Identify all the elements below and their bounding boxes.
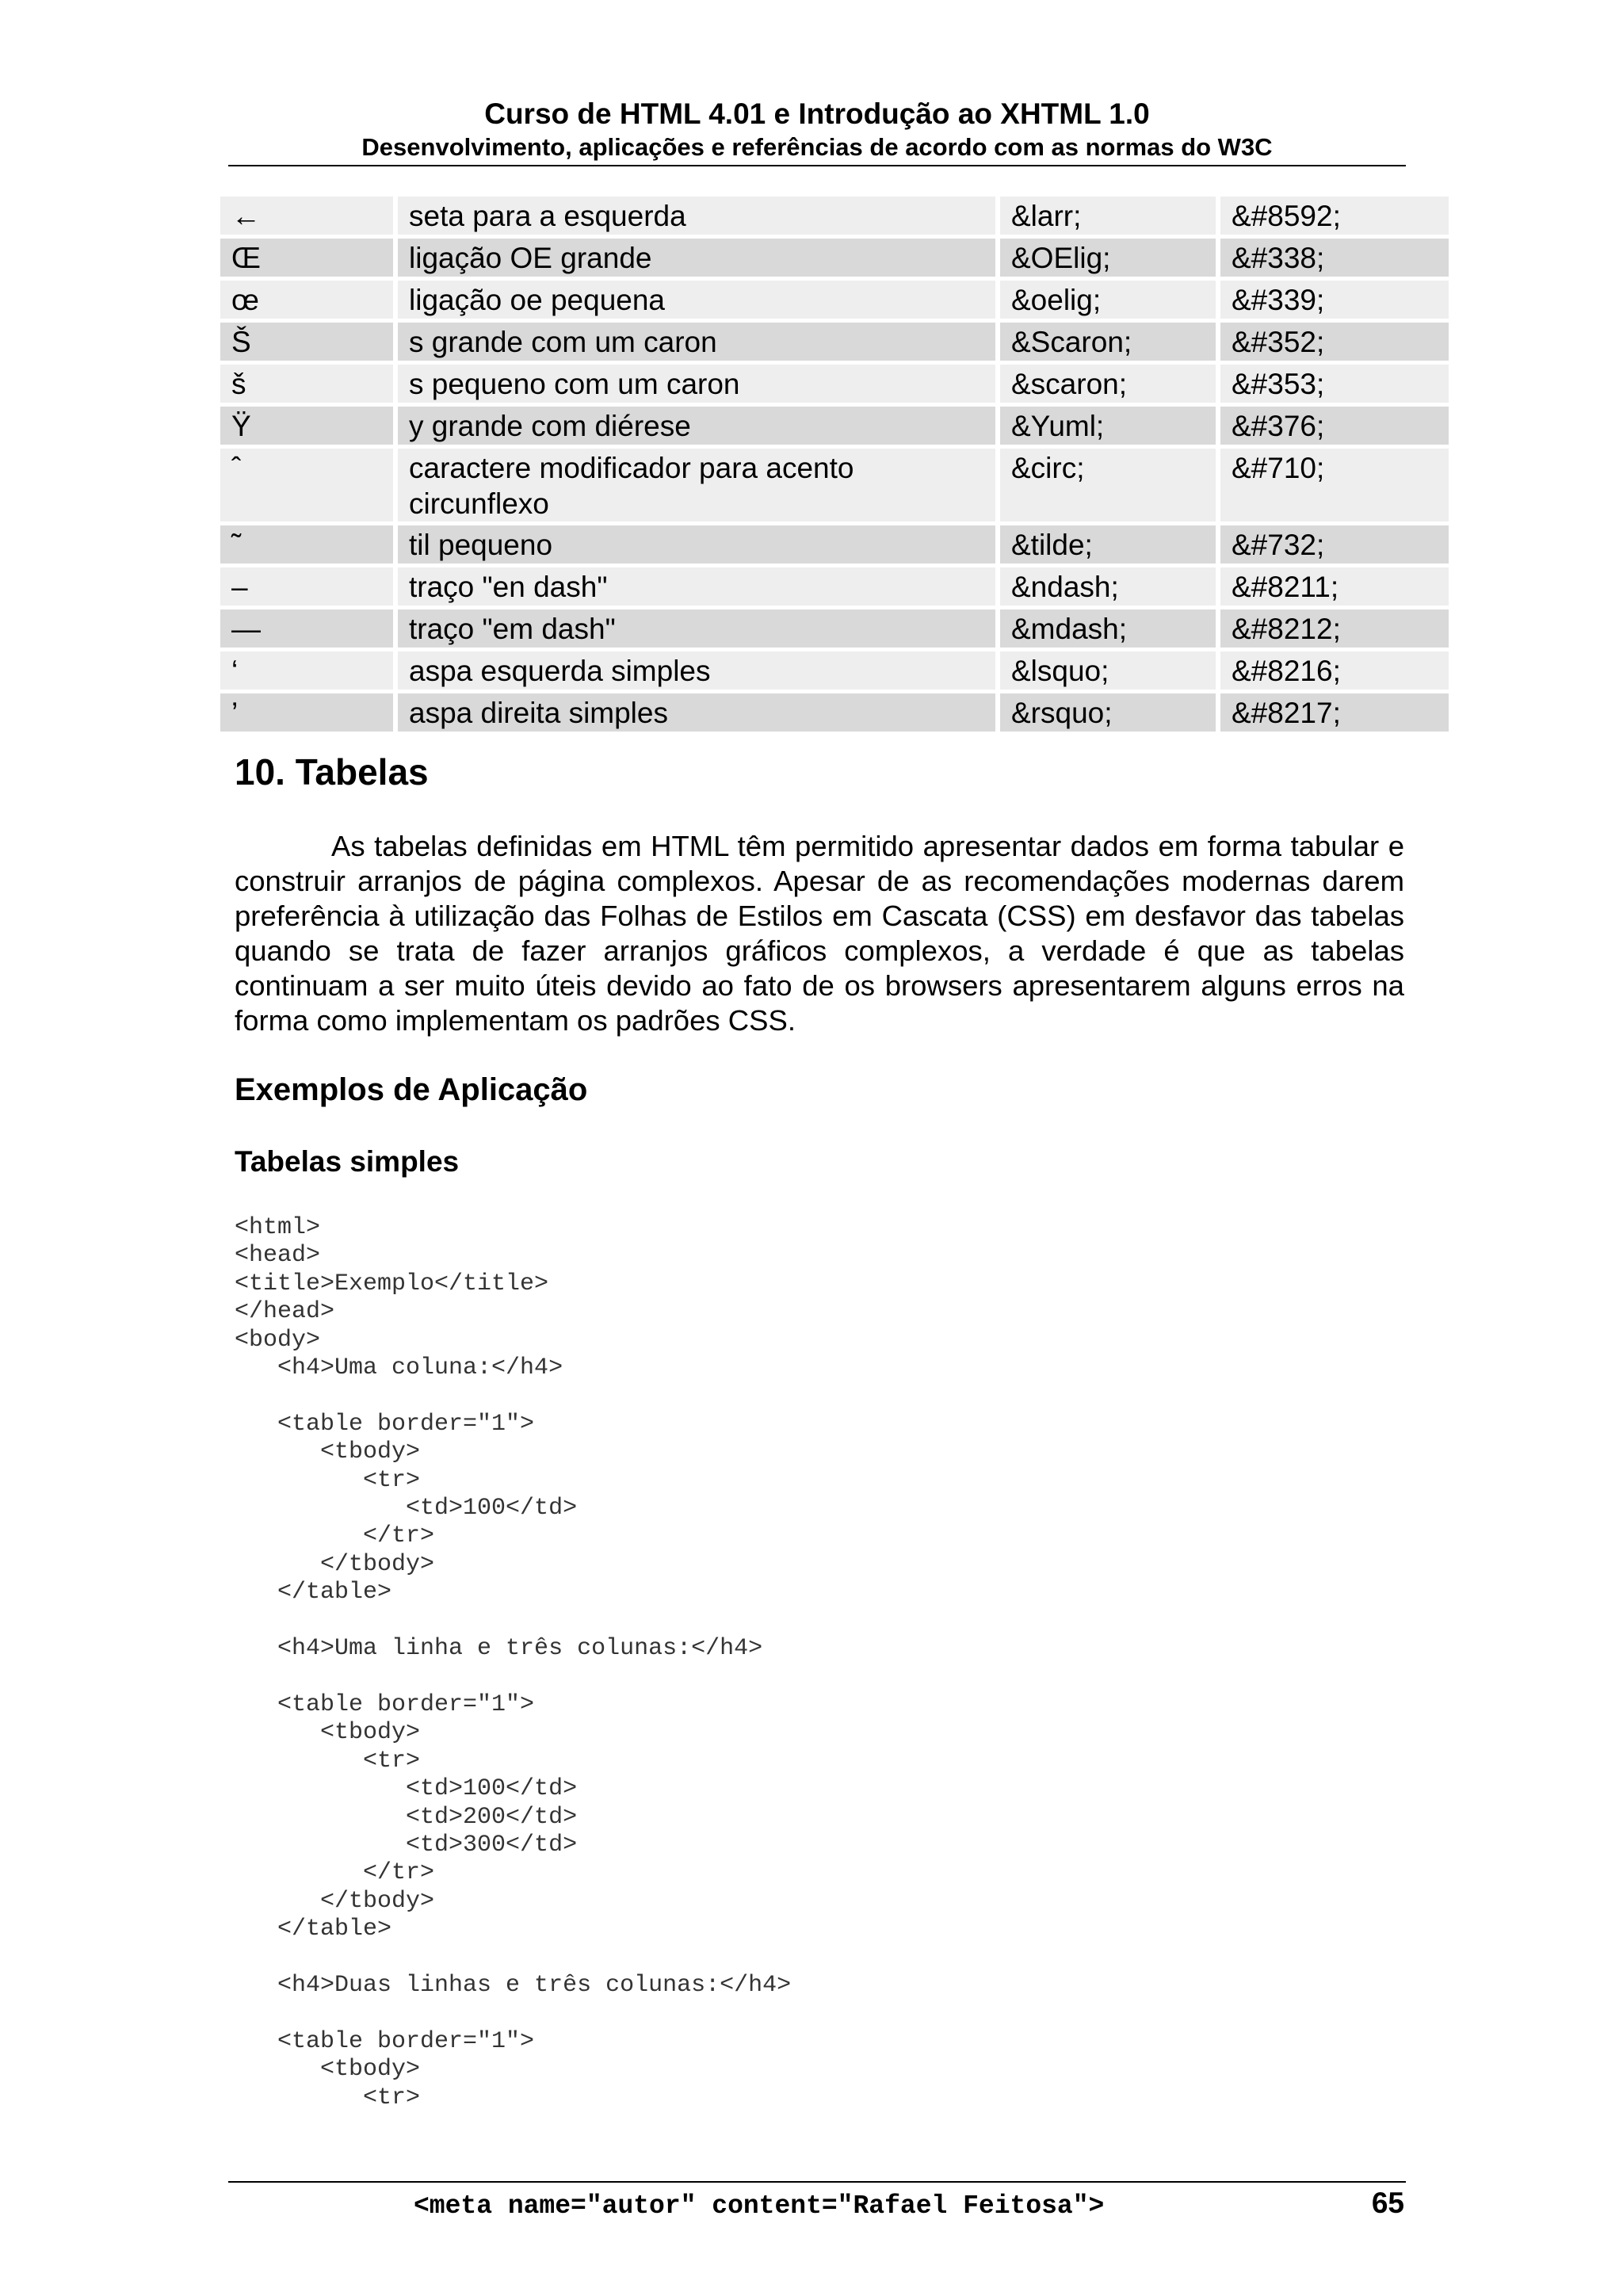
code-line: </table> (235, 1579, 392, 1606)
subsubheading: Tabelas simples (235, 1145, 460, 1178)
code-line: <table border="1"> (235, 1690, 535, 1718)
entity-description: s pequeno com um caron (398, 365, 995, 403)
entity-name: &tilde; (1000, 525, 1216, 563)
table-row (220, 197, 1449, 235)
entity-code: &#338; (1220, 239, 1449, 277)
entity-description: til pequeno (398, 525, 995, 563)
entity-description: caractere modificador para acento circunflexo (398, 449, 995, 521)
entity-description: y grande com diérese (398, 407, 995, 445)
footer-divider (228, 2181, 1406, 2183)
code-line: <body> (235, 1326, 321, 1354)
code-line: <table border="1"> (235, 1410, 535, 1438)
entity-table-body (220, 197, 1449, 732)
document-subtitle: Desenvolvimento, aplicações e referências de acordo com as normas do W3C (361, 133, 1273, 161)
code-line: </head> (235, 1298, 335, 1326)
entity-code: &#8216; (1220, 651, 1449, 690)
code-line: <title>Exemplo</title> (235, 1270, 549, 1297)
entity-char: š (220, 365, 393, 403)
entity-code: &#732; (1220, 525, 1449, 563)
code-line: <head> (235, 1242, 321, 1270)
entity-description: s grande com um caron (398, 323, 995, 361)
entity-code: &#8212; (1220, 609, 1449, 648)
code-line: <tbody> (235, 2056, 421, 2084)
entity-code: &#8217; (1220, 693, 1449, 732)
table-row (220, 449, 1449, 521)
entity-code: &#352; (1220, 323, 1449, 361)
entity-description: ligação oe pequena (398, 281, 995, 319)
table-row (220, 323, 1449, 361)
entity-name: &circ; (1000, 449, 1216, 521)
entity-char: Ÿ (220, 407, 393, 445)
table-row (220, 239, 1449, 277)
code-line: <tbody> (235, 1719, 421, 1747)
entity-name: &Scaron; (1000, 323, 1216, 361)
code-line: <html> (235, 1214, 321, 1241)
entity-name: &ndash; (1000, 567, 1216, 606)
code-line: </tbody> (235, 1887, 435, 1915)
table-row (220, 567, 1449, 606)
entity-char: Š (220, 323, 393, 361)
header-divider (228, 165, 1406, 166)
code-line: <h4>Uma linha e três colunas:</h4> (235, 1635, 763, 1663)
code-line: <tbody> (235, 1438, 421, 1466)
entity-char: — (220, 609, 393, 648)
table-row (220, 281, 1449, 319)
entity-name: &scaron; (1000, 365, 1216, 403)
entity-description: traço "en dash" (398, 567, 995, 606)
entity-code: &#710; (1220, 449, 1449, 521)
entity-table (216, 193, 1453, 735)
table-row (220, 651, 1449, 690)
page-number: 65 (1371, 2187, 1404, 2219)
section-title: 10. Tabelas (235, 751, 429, 793)
entity-name: &Yuml; (1000, 407, 1216, 445)
entity-name: &oelig; (1000, 281, 1216, 319)
entity-char: Œ (220, 239, 393, 277)
entity-code: &#353; (1220, 365, 1449, 403)
entity-char: ˆ (220, 449, 393, 521)
section-paragraph: As tabelas definidas em HTML têm permitido apresentar dados em forma tabular e construir arranjos de página complexos. Apesar de as recomendações modernas darem preferência à utilização das Folhas de Estilos em Cascata (CSS) em desfavor das tabelas quando se trata de fazer arranjos gráficos complexos, a verdade é que as tabelas continuam a ser muito úteis devido ao fato de os browsers apresentarem alguns erros na forma como implementam os padrões CSS. (235, 830, 1404, 1037)
entity-char: ‘ (220, 651, 393, 690)
entity-char: ← (220, 197, 393, 235)
code-line: <td>100</td> (235, 1775, 578, 1803)
code-line: </tbody> (235, 1550, 435, 1578)
code-line: <h4>Duas linhas e três colunas:</h4> (235, 1971, 792, 1999)
entity-description: ligação OE grande (398, 239, 995, 277)
footer-meta: <meta name="autor" content="Rafael Feitosa"> (414, 2191, 1105, 2221)
entity-description: traço "em dash" (398, 609, 995, 648)
entity-name: &lsquo; (1000, 651, 1216, 690)
table-row (220, 693, 1449, 732)
code-line: </tr> (235, 1522, 435, 1550)
entity-char: ’ (220, 693, 393, 732)
code-line: <td>100</td> (235, 1495, 578, 1522)
entity-description: aspa direita simples (398, 693, 995, 732)
code-line: <tr> (235, 1466, 421, 1494)
code-example (235, 1214, 791, 2112)
code-line: </table> (235, 1916, 392, 1943)
entity-code: &#8592; (1220, 197, 1449, 235)
entity-char: ˜ (220, 525, 393, 563)
table-row (220, 365, 1449, 403)
entity-name: &OElig; (1000, 239, 1216, 277)
code-line: <td>300</td> (235, 1831, 578, 1859)
subheading: Exemplos de Aplicação (235, 1072, 588, 1107)
code-line: <td>200</td> (235, 1803, 578, 1831)
entity-char: – (220, 567, 393, 606)
entity-name: &larr; (1000, 197, 1216, 235)
entity-name: &rsquo; (1000, 693, 1216, 732)
table-row (220, 525, 1449, 563)
entity-description: aspa esquerda simples (398, 651, 995, 690)
entity-code: &#8211; (1220, 567, 1449, 606)
code-line: </tr> (235, 1859, 435, 1887)
document-title: Curso de HTML 4.01 e Introdução ao XHTML 1.0 (484, 97, 1150, 130)
entity-name: &mdash; (1000, 609, 1216, 648)
code-line: <tr> (235, 2084, 421, 2111)
page-header (228, 97, 1406, 163)
code-line: <table border="1"> (235, 2027, 535, 2055)
entity-code: &#339; (1220, 281, 1449, 319)
entity-description: seta para a esquerda (398, 197, 995, 235)
code-line: <tr> (235, 1747, 421, 1775)
entity-code: &#376; (1220, 407, 1449, 445)
code-line: <h4>Uma coluna:</h4> (235, 1354, 563, 1382)
entity-char: œ (220, 281, 393, 319)
table-row (220, 407, 1449, 445)
table-row (220, 609, 1449, 648)
